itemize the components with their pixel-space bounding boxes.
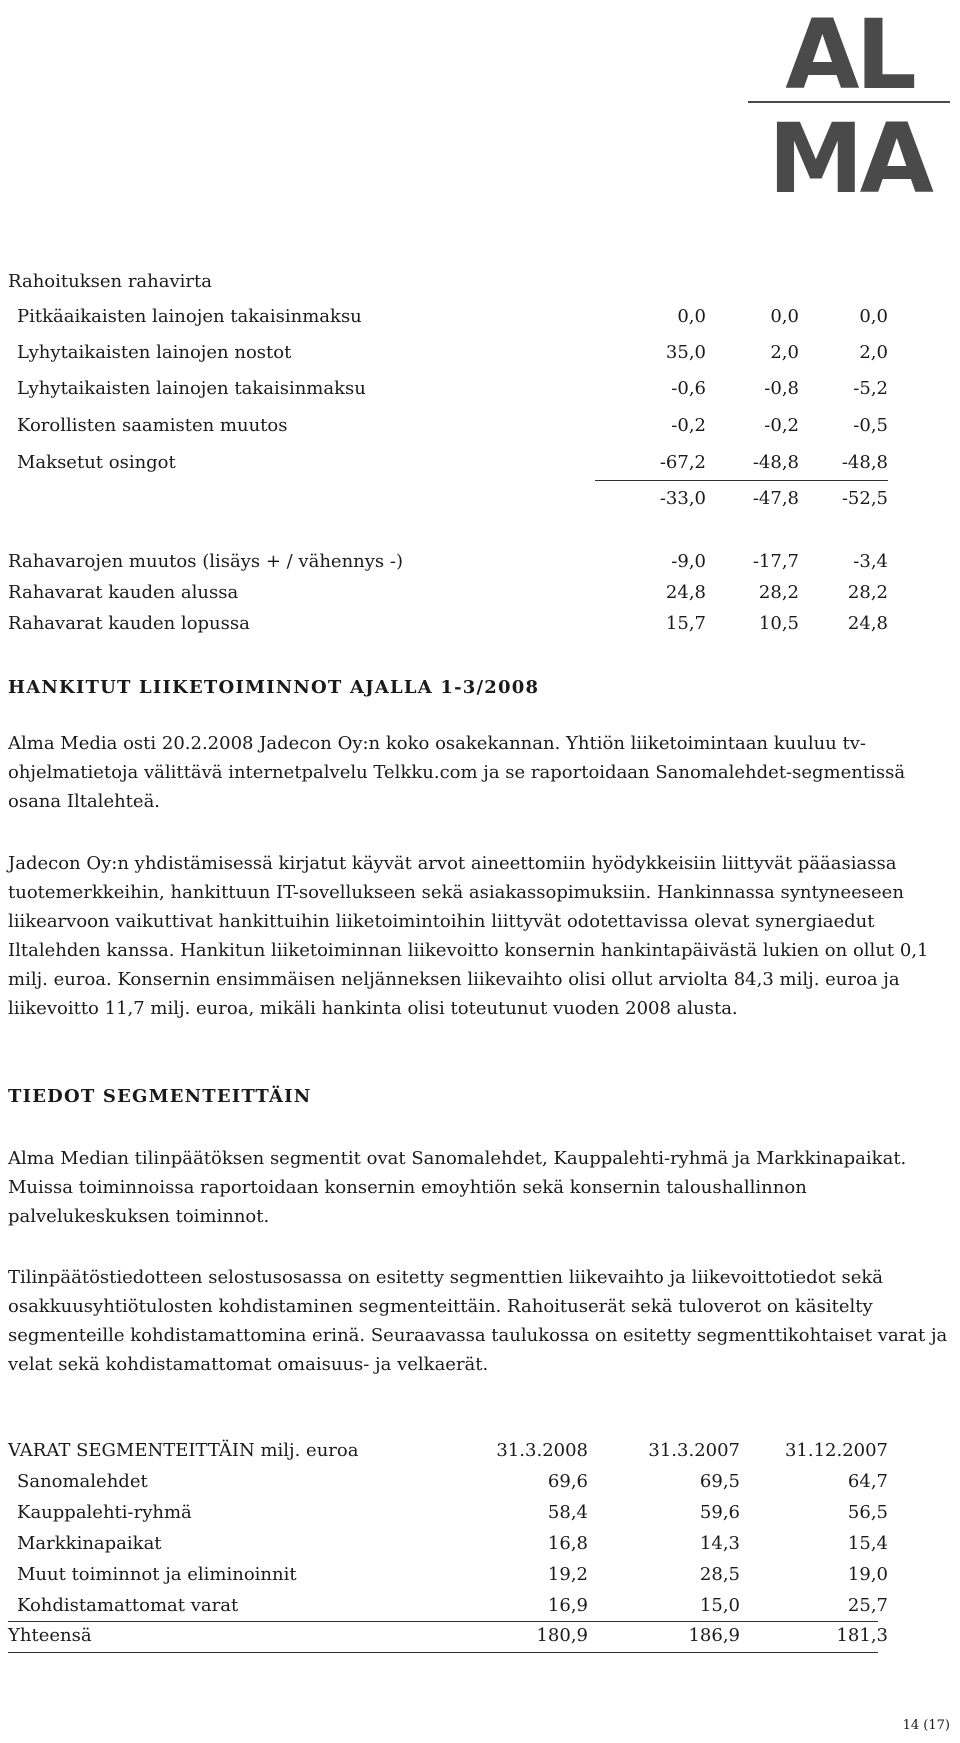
column-header: 31.3.2008 <box>496 1440 588 1461</box>
table-row: Kohdistamattomat varat 16,9 15,0 25,7 <box>17 1595 888 1616</box>
subtotal-divider <box>595 480 888 481</box>
table-row: Korollisten saamisten muutos -0,2 -0,2 -0,5 <box>17 415 888 436</box>
table-row: Muut toiminnot ja eliminoinnit 19,2 28,5 19,0 <box>17 1564 888 1585</box>
total-row: Yhteensä 180,9 186,9 181,3 <box>8 1625 888 1646</box>
acquisitions-heading: HANKITUT LIIKETOIMINNOT AJALLA 1-3/2008 <box>8 677 540 698</box>
total-divider <box>8 1621 878 1622</box>
logo-text-top: AL <box>785 0 913 111</box>
alma-logo-graphic <box>738 0 960 200</box>
page-number: 14 (17) <box>902 1718 950 1733</box>
table-row: Rahavarat kauden alussa 24,8 28,2 28,2 <box>8 582 888 603</box>
table-row: Lyhytaikaisten lainojen takaisinmaksu -0,6 -0,8 -5,2 <box>17 378 888 399</box>
table-row: Markkinapaikat 16,8 14,3 15,4 <box>17 1533 888 1554</box>
table-row: Sanomalehdet 69,6 69,5 64,7 <box>17 1471 888 1492</box>
alma-logo <box>738 0 960 200</box>
subtotal-row: -33,0 -47,8 -52,5 <box>659 488 888 509</box>
table-header-row <box>8 1440 888 1470</box>
table-header-label: VARAT SEGMENTEITTÄIN milj. euroa <box>8 1440 359 1461</box>
segments-heading: TIEDOT SEGMENTEITTÄIN <box>8 1086 312 1107</box>
cash-flow-title-row <box>8 271 888 301</box>
table-row: Pitkäaikaisten lainojen takaisinmaksu 0,0 0,0 0,0 <box>17 306 888 327</box>
table-row: Maksetut osingot -67,2 -48,8 -48,8 <box>17 452 888 473</box>
acquisitions-paragraph-2: Jadecon Oy:n yhdistämisessä kirjatut käyvät arvot aineettomiin hyödykkeisiin liittyvät pääasiassa tuotemerkkeihin, hankittuun IT-sovellukseen sekä asiakassopimuksiin. Hankinnassa syntyneeseen liikearvoon vaikuttivat hankittuihin liiketoimintoihin liittyvät odotettavissa olevat synergiaedut Iltalehden kanssa. Hankitun liiketoiminnan liikevoitto konsernin hankintapäivästä lukien on ollut 0,1 milj. euroa. Konsernin ensimmäisen neljänneksen liikevaihto olisi ollut arviolta 84,3 milj. euroa ja liikevoitto 11,7 milj. euroa, mikäli hankinta olisi toteutunut vuoden 2008 alusta. <box>8 853 929 1019</box>
cash-flow-title: Rahoituksen rahavirta <box>8 271 212 292</box>
table-row: Lyhytaikaisten lainojen nostot 35,0 2,0 2,0 <box>17 342 888 363</box>
segments-paragraph-1: Alma Median tilinpäätöksen segmentit ovat Sanomalehdet, Kauppalehti-ryhmä ja Markkinapaikat. Muissa toiminnoissa raportoidaan konsernin emoyhtiön sekä konsernin taloushallinnon palvelukeskuksen toiminnot. <box>8 1148 907 1227</box>
table-row: Rahavarat kauden lopussa 15,7 10,5 24,8 <box>8 613 888 634</box>
logo-text-bottom: MA <box>768 103 930 200</box>
column-header: 31.3.2007 <box>648 1440 740 1461</box>
column-header: 31.12.2007 <box>784 1440 888 1461</box>
table-row: Kauppalehti-ryhmä 58,4 59,6 56,5 <box>17 1502 888 1523</box>
total-underline <box>8 1652 878 1653</box>
acquisitions-paragraph-1: Alma Media osti 20.2.2008 Jadecon Oy:n koko osakekannan. Yhtiön liiketoimintaan kuuluu tv-ohjelmatietoja välittävä internetpalvelu Telkku.com ja se raportoidaan Sanomalehdet-segmentissä osana Iltalehteä. <box>8 733 906 812</box>
segments-paragraph-2: Tilinpäätöstiedotteen selostusosassa on esitetty segmenttien liikevaihto ja liikevoittotiedot sekä osakkuusyhtiötulosten kohdistaminen segmenteittäin. Rahoituserät sekä tuloverot on käsitelty segmenteille kohdistamattomina erinä. Seuraavassa taulukossa on esitetty segmenttikohtaiset varat ja velat sekä kohdistamattomat omaisuus- ja velkaerät. <box>8 1267 948 1375</box>
table-row: Rahavarojen muutos (lisäys + / vähennys -) -9,0 -17,7 -3,4 <box>8 551 888 572</box>
